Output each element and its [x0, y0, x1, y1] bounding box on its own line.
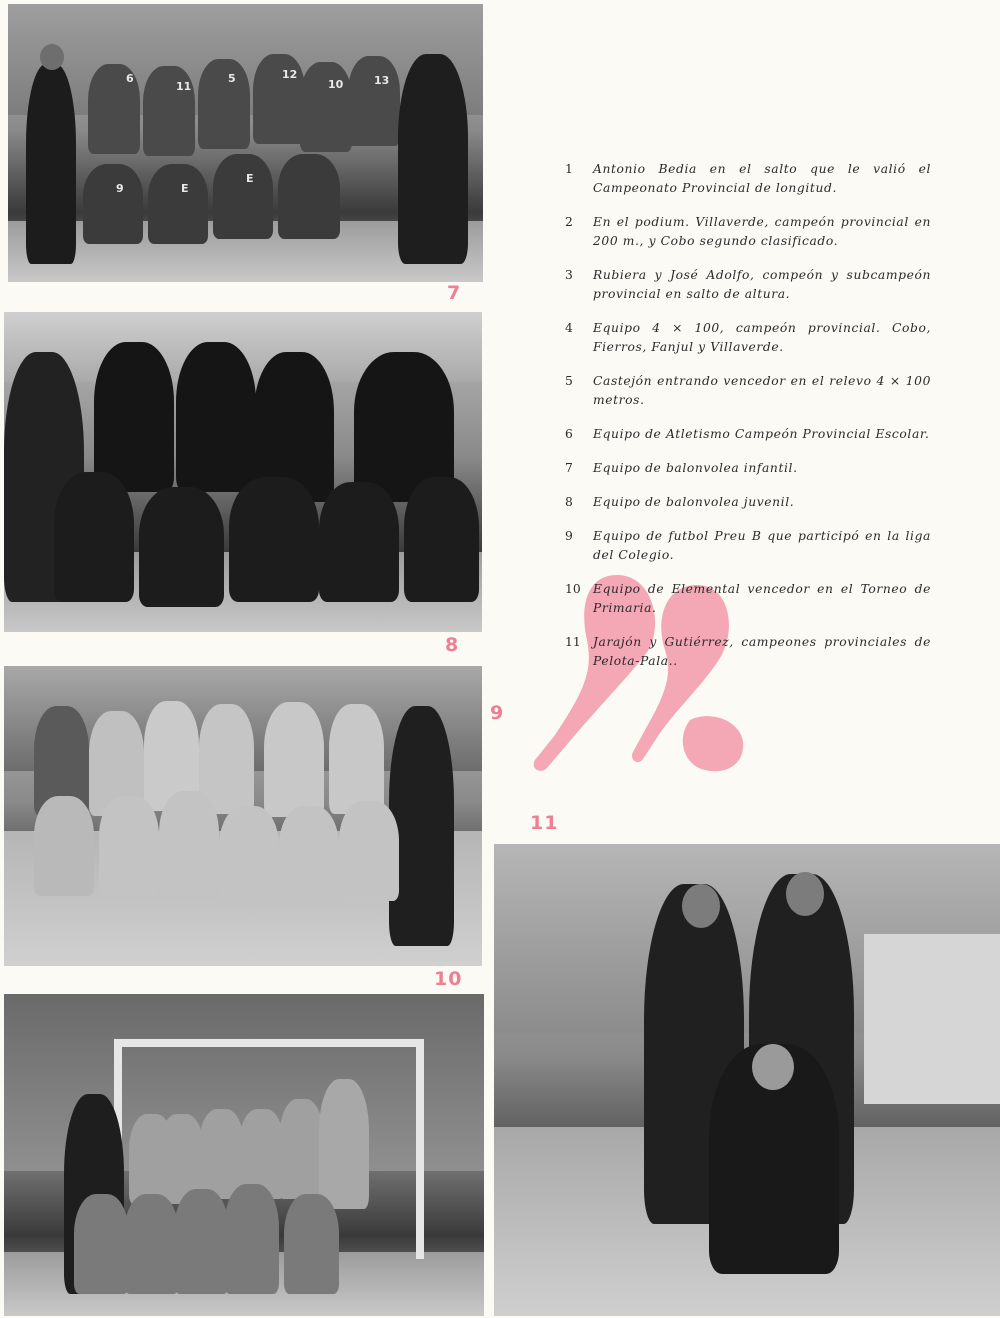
photo-9 — [4, 666, 482, 966]
caption-item: 6 Equipo de Atletismo Campeón Provincial Escolar. — [565, 427, 930, 441]
jersey-number: 11 — [176, 80, 192, 93]
photo-label-9: 9 — [490, 702, 505, 724]
jersey-number: E — [246, 172, 254, 185]
caption-item: 4 Equipo 4 × 100, campeón provincial. Cobo, Fierros, Fanjul y Villaverde. — [565, 321, 931, 354]
photo-label-7: 7 — [447, 282, 462, 304]
caption-item: 10 Equipo de Elemental vencedor en el Torneo de Primaria. — [565, 582, 931, 615]
photo-11 — [494, 844, 1000, 1316]
photo-label-10: 10 — [434, 968, 463, 990]
jersey-number: E — [181, 182, 189, 195]
caption-item: 11 Jarajón y Gutiérrez, campeones provinciales de Pelota-Pala.. — [565, 635, 931, 668]
caption-item: 2 En el podium. Villaverde, campeón provincial en 200 m., y Cobo segundo clasificado. — [565, 215, 931, 248]
caption-list — [565, 160, 931, 686]
jersey-number: 13 — [374, 74, 390, 87]
caption-item: 7 Equipo de balonvolea infantil. — [565, 461, 798, 475]
caption-item: 5 Castejón entrando vencedor en el relevo 4 × 100 metros. — [565, 374, 931, 407]
caption-item: 3 Rubiera y José Adolfo, compeón y subcampeón provincial en salto de altura. — [565, 268, 931, 301]
caption-item: 8 Equipo de balonvolea juvenil. — [565, 495, 795, 509]
caption-item: 9 Equipo de futbol Preu B que participó en la liga del Colegio. — [565, 529, 931, 562]
jersey-number: 6 — [126, 72, 134, 85]
photo-10 — [4, 994, 484, 1316]
photo-label-8: 8 — [445, 634, 460, 656]
jersey-number: 5 — [228, 72, 236, 85]
jersey-number: 12 — [282, 68, 298, 81]
photo-8 — [4, 312, 482, 632]
jersey-number: 9 — [116, 182, 124, 195]
caption-item: 1 Antonio Bedia en el salto que le valió el Campeonato Provincial de longitud. — [565, 162, 931, 195]
jersey-number: 10 — [328, 78, 344, 91]
jersey-numbers — [8, 4, 483, 282]
photo-label-11: 11 — [530, 812, 559, 834]
